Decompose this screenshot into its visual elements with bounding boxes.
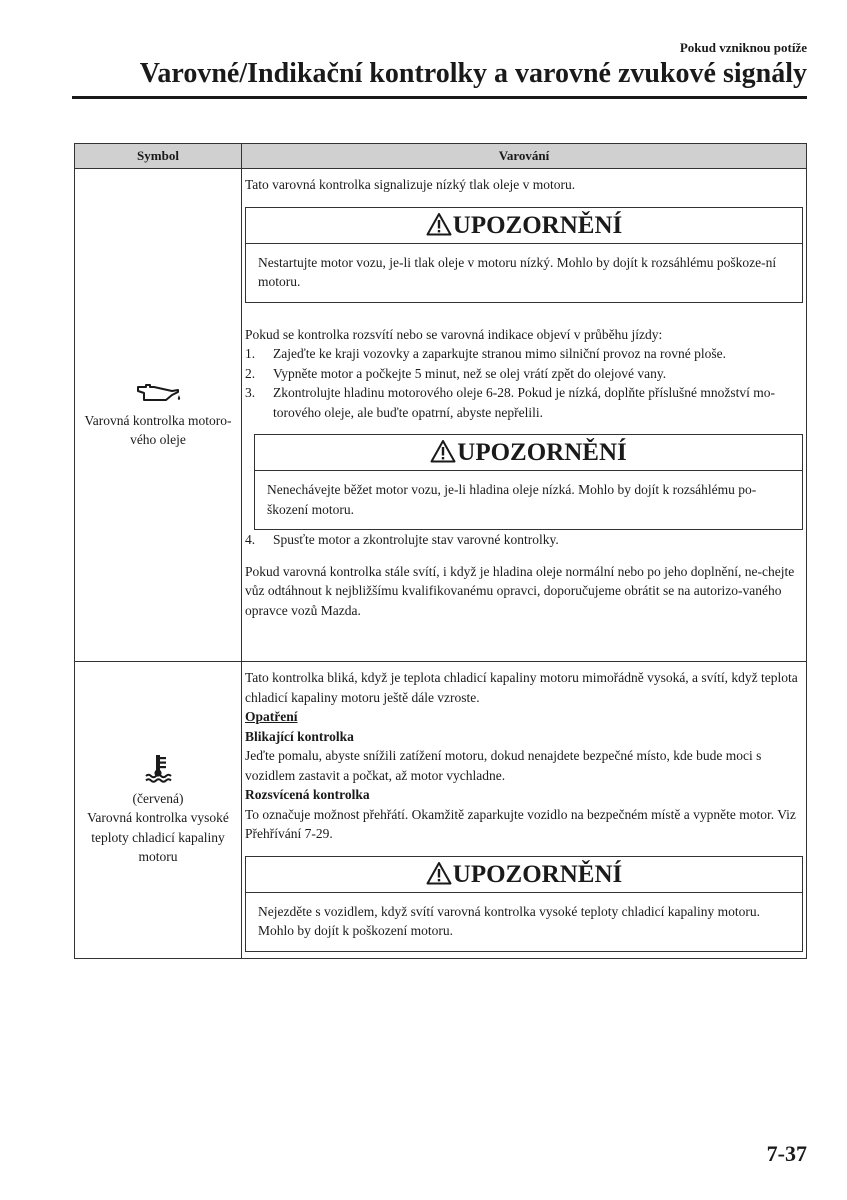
warning-triangle-icon xyxy=(426,861,452,885)
step-number: 4. xyxy=(245,532,256,547)
caution-title: UPOZORNĚNÍ xyxy=(457,439,627,466)
list-item xyxy=(245,383,803,422)
caution-text: Nejezděte s vozidlem, když svítí varovná kontrolka vysoké teploty chladicí kapaliny motoru. Mohlo by dojít k poškození motoru. xyxy=(258,903,760,938)
warning-triangle-icon xyxy=(430,439,456,463)
step-number: 3. xyxy=(245,385,256,400)
warning-table xyxy=(74,143,807,959)
oil-final-note: Pokud varovná kontrolka stále svítí, i když je hladina oleje normální nebo po jeho doplnění, ne-chejte vůz odtáhnout k nejbližšímu kvalifikovanému opravci, doporučujeme obrátit se na autorizo-vaného opravce vozů Mazda. xyxy=(245,563,795,618)
section-label: Pokud vzniknou potíže xyxy=(679,40,807,55)
caution-heading xyxy=(255,435,802,471)
step-number: 1. xyxy=(245,346,256,361)
oil-caution-box-1 xyxy=(245,207,803,303)
page-title: Varovné/Indikační kontrolky a varovné zvukové signály xyxy=(139,58,807,89)
oil-can-icon xyxy=(134,381,182,405)
caution-title: UPOZORNĚNÍ xyxy=(452,211,623,239)
coolant-color-note: (červená) xyxy=(132,790,184,806)
title-rule xyxy=(72,96,807,99)
caution-heading xyxy=(246,857,802,893)
warning-column-header: Varování xyxy=(242,144,807,169)
oil-step-4 xyxy=(245,530,803,550)
step-text: Zajeďte ke kraji vozovky a zaparkujte stranou mimo silniční provoz na rovné ploše. xyxy=(273,346,726,361)
coolant-temperature-icon xyxy=(143,753,173,783)
coolant-symbol-label: Varovná kontrolka vysoké teploty chladicí kapaliny motoru xyxy=(87,810,229,865)
caution-text: Nenechávejte běžet motor vozu, je-li hladina oleje nízká. Mohlo by dojít k rozsáhlému po-škození motoru. xyxy=(267,482,757,517)
table-row xyxy=(75,169,807,662)
caution-text: Nestartujte motor vozu, je-li tlak oleje v motoru nízký. Mohlo by dojít k rozsáhlému poškoze-ní motoru. xyxy=(258,254,777,289)
coolant-warning-cell xyxy=(242,662,807,959)
oil-symbol-label: Varovná kontrolka motoro-vého oleje xyxy=(84,412,232,447)
list-item xyxy=(245,530,803,550)
table-row xyxy=(75,662,807,959)
measures-heading: Opatření xyxy=(245,709,298,724)
step-text: Zkontrolujte hladinu motorového oleje 6-28. Pokud je nízká, doplňte příslušné množství mo-torového oleje, ale buďte opatrní, abyste nepřelili. xyxy=(273,385,776,420)
oil-steps xyxy=(245,344,803,422)
blinking-text: Jeďte pomalu, abyste snížili zatížení motoru, dokud nenajdete bezpečné místo, kde bude moci s vozidlem zastavit a počkat, až motor vychladne. xyxy=(245,748,762,783)
oil-if-lit: Pokud se kontrolka rozsvítí nebo se varovná indikace objeví v průběhu jízdy: xyxy=(245,326,663,342)
blinking-heading: Blikající kontrolka xyxy=(245,728,354,744)
step-text: Spusťte motor a zkontrolujte stav varovné kontrolky. xyxy=(273,532,559,547)
oil-symbol-cell xyxy=(75,169,242,662)
oil-intro: Tato varovná kontrolka signalizuje nízký tlak oleje v motoru. xyxy=(245,177,576,192)
step-number: 2. xyxy=(245,365,256,381)
step-text: Vypněte motor a počkejte 5 minut, než se olej vrátí zpět do olejové vany. xyxy=(273,365,667,381)
caution-title: UPOZORNĚNÍ xyxy=(452,860,623,888)
caution-heading xyxy=(246,208,802,244)
oil-caution-box-2 xyxy=(254,434,803,530)
symbol-column-header: Symbol xyxy=(75,144,242,169)
table-header-row xyxy=(75,144,807,169)
list-item xyxy=(245,364,803,384)
lit-heading: Rozsvícená kontrolka xyxy=(245,787,370,802)
list-item xyxy=(245,344,803,364)
lit-text: To označuje možnost přehřátí. Okamžitě zaparkujte vozidlo na bezpečném místě a vypněte motor. Viz Přehřívání 7-29. xyxy=(245,806,796,841)
coolant-symbol-cell xyxy=(75,662,242,959)
warning-triangle-icon xyxy=(426,212,452,236)
coolant-intro: Tato kontrolka bliká, když je teplota chladicí kapaliny motoru mimořádně vysoká, a svítí, když teplota chladicí kapaliny motoru ještě dále vzroste. xyxy=(245,670,798,705)
coolant-caution-box xyxy=(245,856,803,952)
oil-warning-cell xyxy=(242,169,807,662)
page-number: 7-37 xyxy=(766,1141,807,1166)
